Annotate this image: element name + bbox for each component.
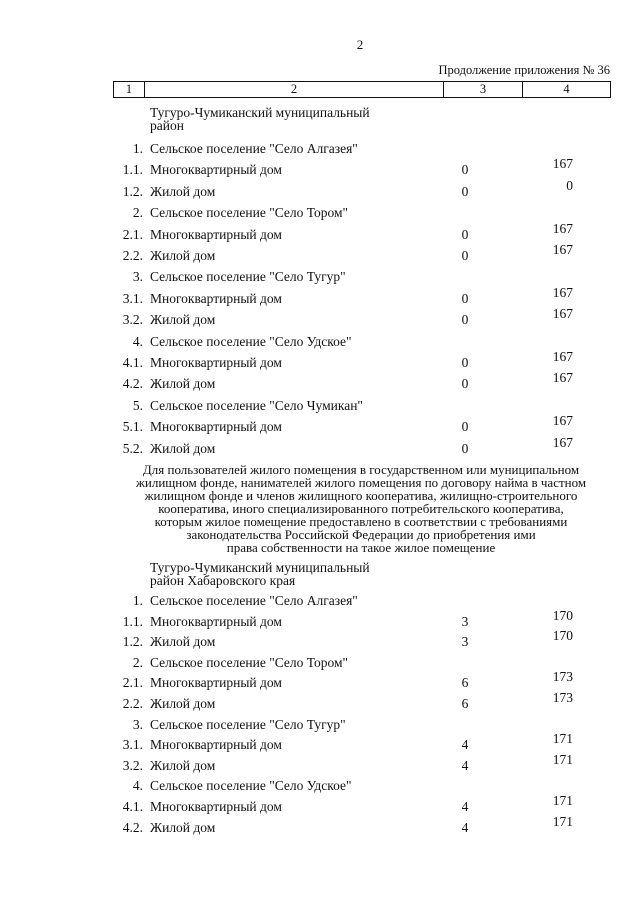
row-number: 3.1. (122, 290, 143, 306)
row-number: 4.1. (122, 799, 143, 814)
description-line: которым жилое помещение предоставлено в соответствии с требованиями (154, 514, 568, 529)
header-col-1: 1 (125, 82, 133, 96)
row-value-col3: 0 (461, 290, 469, 306)
row-name: Сельское поселение "Село Удское" (150, 778, 352, 794)
row-number: 1.2. (122, 634, 143, 650)
row-value-col3: 3 (461, 613, 469, 629)
row-name: Сельское поселение "Село Алгазея" (150, 141, 358, 156)
category-description (110, 463, 612, 554)
row-name: Многоквартирный дом (150, 226, 282, 242)
row-name: Сельское поселение "Село Удское" (150, 333, 352, 349)
header-col-3: 3 (479, 82, 487, 96)
row-number: 5. (132, 397, 143, 413)
row-value-col4: 167 (552, 156, 573, 172)
page-number: 2 (356, 37, 364, 52)
row-value-col4: 167 (552, 242, 573, 257)
header-col-2: 2 (290, 82, 298, 96)
row-number: 2.1. (122, 675, 143, 691)
row-value-col3: 0 (461, 226, 469, 242)
row-value-col3: 4 (461, 819, 469, 835)
row-name: Многоквартирный дом (150, 162, 282, 178)
row-value-col3: 0 (461, 162, 469, 178)
description-line: законодательства Российской Федерации до приобретения ими (186, 527, 536, 542)
row-value-col3: 4 (461, 737, 469, 753)
description-line: права собственности на такое жилое помещение (226, 540, 496, 555)
row-number: 2.2. (122, 248, 143, 263)
row-number: 3.2. (122, 312, 143, 328)
row-name: Жилой дом (150, 819, 216, 835)
row-value-col4: 167 (552, 434, 573, 450)
row-value-col3: 6 (461, 675, 469, 691)
row-name: Сельское поселение "Село Алгазея" (150, 593, 358, 608)
row-number: 4.2. (122, 376, 143, 392)
row-number: 4.2. (122, 819, 143, 835)
row-number: 3.2. (122, 757, 143, 773)
row-value-col4: 167 (552, 284, 573, 300)
row-name: Жилой дом (150, 376, 216, 392)
row-value-col4: 171 (552, 793, 573, 808)
row-number: 3. (132, 269, 143, 285)
row-number: 1.1. (122, 613, 143, 629)
row-value-col4: 167 (552, 220, 573, 236)
row-number: 2. (132, 654, 143, 670)
row-value-col3: 4 (461, 799, 469, 814)
row-name: Сельское поселение "Село Тором" (150, 205, 349, 221)
row-number: 5.2. (122, 440, 143, 456)
row-value-col4: 167 (552, 413, 573, 429)
row-name: Многоквартирный дом (150, 290, 282, 306)
row-number: 1.1. (122, 162, 143, 178)
row-value-col4: 167 (552, 370, 573, 386)
row-number: 2.1. (122, 226, 143, 242)
row-number: 2. (132, 205, 143, 221)
row-number: 4.1. (122, 355, 143, 370)
row-name: Жилой дом (150, 440, 216, 456)
row-value-col3: 0 (461, 355, 469, 370)
district-title-line: Тугуро-Чумиканский муниципальный (150, 105, 370, 120)
description-line: жилищном фонде, нанимателей жилого помещения по договору найма в частном (135, 475, 587, 490)
row-name: Сельское поселение "Село Тором" (150, 654, 349, 670)
row-value-col4: 170 (552, 607, 573, 623)
row-name: Жилой дом (150, 248, 216, 263)
row-value-col4: 171 (552, 813, 573, 829)
table-header (113, 81, 611, 98)
row-value-col3: 0 (461, 376, 469, 392)
row-name: Сельское поселение "Село Тугур" (150, 269, 346, 285)
row-value-col3: 0 (461, 183, 469, 199)
row-name: Многоквартирный дом (150, 799, 282, 814)
row-value-col3: 0 (461, 440, 469, 456)
district-title-line: район (150, 118, 184, 133)
row-name: Жилой дом (150, 757, 216, 773)
row-value-col4: 173 (552, 690, 573, 705)
row-number: 3.1. (122, 737, 143, 753)
row-number: 2.2. (122, 696, 143, 711)
row-value-col4: 171 (552, 731, 573, 747)
description-line: кооператива, иного специализированного потребительского кооператива, (158, 501, 564, 516)
row-number: 1. (132, 593, 143, 608)
row-name: Жилой дом (150, 696, 216, 711)
row-value-col4: 170 (552, 628, 573, 644)
district-title-line: Тугуро-Чумиканский муниципальный (150, 560, 370, 575)
district-title (150, 561, 370, 587)
continuation-caption: Продолжение приложения № 36 (438, 63, 610, 77)
row-value-col4: 0 (566, 177, 573, 193)
row-number: 4. (132, 333, 143, 349)
description-line: Для пользователей жилого помещения в государственном или муниципальном (142, 462, 580, 477)
row-name: Многоквартирный дом (150, 419, 282, 435)
row-number: 1.2. (122, 183, 143, 199)
header-col-4: 4 (563, 82, 570, 96)
row-value-col3: 0 (461, 312, 469, 328)
row-number: 3. (132, 716, 143, 732)
description-line: жилищном фонде и членов жилищного кооператива, жилищно-строительного (144, 488, 578, 503)
district-title-line: район Хабаровского края (150, 573, 296, 588)
row-value-col4: 167 (552, 349, 573, 364)
row-name: Жилой дом (150, 312, 216, 328)
row-value-col3: 0 (461, 248, 469, 263)
row-name: Сельское поселение "Село Тугур" (150, 716, 346, 732)
row-value-col4: 171 (552, 751, 573, 767)
row-value-col3: 6 (461, 696, 469, 711)
row-name: Сельское поселение "Село Чумикан" (150, 397, 363, 413)
row-name: Многоквартирный дом (150, 613, 282, 629)
row-name: Многоквартирный дом (150, 355, 282, 370)
row-value-col3: 4 (461, 757, 469, 773)
row-name: Жилой дом (150, 183, 216, 199)
row-value-col4: 173 (552, 669, 573, 685)
row-value-col3: 3 (461, 634, 469, 650)
row-number: 1. (132, 141, 143, 156)
district-title (150, 106, 370, 132)
row-name: Жилой дом (150, 634, 216, 650)
row-value-col3: 0 (461, 419, 469, 435)
row-number: 5.1. (122, 419, 143, 435)
row-value-col4: 167 (552, 306, 573, 322)
row-name: Многоквартирный дом (150, 675, 282, 691)
row-number: 4. (132, 778, 143, 794)
row-name: Многоквартирный дом (150, 737, 282, 753)
